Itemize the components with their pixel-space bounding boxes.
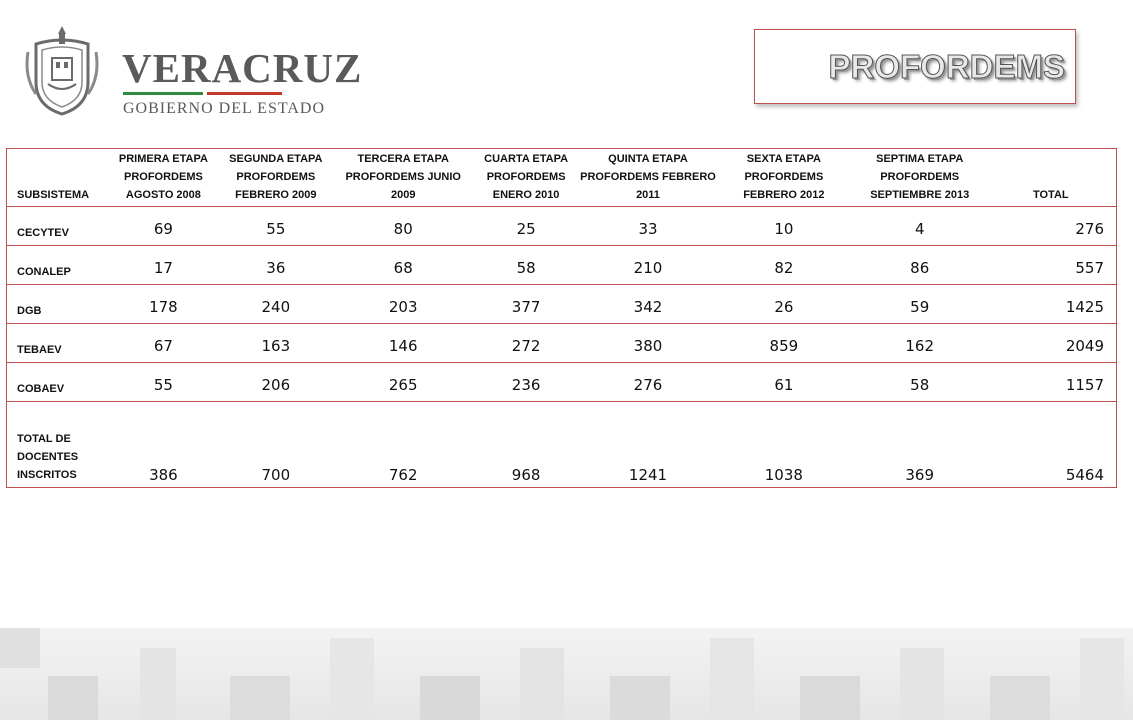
total-cell: 276 <box>990 207 1117 246</box>
title-box <box>754 29 1076 104</box>
table-cell: 342 <box>578 285 718 324</box>
background-tile <box>800 676 860 720</box>
profordems-table <box>6 148 1117 488</box>
table-row <box>7 324 1117 363</box>
table-cell: 240 <box>219 285 332 324</box>
table-cell: 236 <box>474 363 578 402</box>
table-cell: 369 <box>850 402 990 488</box>
table-cell: 55 <box>219 207 332 246</box>
total-cell: 1425 <box>990 285 1117 324</box>
table-cell: 203 <box>332 285 474 324</box>
grand-total-row <box>7 402 1117 488</box>
table-cell: 272 <box>474 324 578 363</box>
background-tile <box>1080 638 1124 720</box>
table-cell: 178 <box>107 285 219 324</box>
total-cell: 557 <box>990 246 1117 285</box>
table-cell: 700 <box>219 402 332 488</box>
table-cell: 4 <box>850 207 990 246</box>
background-tile <box>900 648 944 720</box>
total-cell: 2049 <box>990 324 1117 363</box>
table-cell: 146 <box>332 324 474 363</box>
background-tile <box>610 676 670 720</box>
table-cell: 58 <box>474 246 578 285</box>
background-tile <box>710 638 754 720</box>
logo-subtitle: GOBIERNO DEL ESTADO <box>123 100 325 117</box>
table-cell: 1038 <box>718 402 850 488</box>
table-cell: 859 <box>718 324 850 363</box>
header-cell: TERCERA ETAPA PROFORDEMS JUNIO 2009 <box>332 149 474 207</box>
table-cell: 17 <box>107 246 219 285</box>
row-label: COBAEV <box>7 363 108 402</box>
header-cell: PRIMERA ETAPA PROFORDEMS AGOSTO 2008 <box>107 149 219 207</box>
table-row <box>7 285 1117 324</box>
background-tile <box>330 638 374 720</box>
background-tile <box>990 676 1050 720</box>
background-pattern <box>0 628 1133 720</box>
header-row <box>7 149 1117 207</box>
table-cell: 10 <box>718 207 850 246</box>
table-cell: 380 <box>578 324 718 363</box>
table-row <box>7 207 1117 246</box>
table-cell: 386 <box>107 402 219 488</box>
header-cell: QUINTA ETAPA PROFORDEMS FEBRERO 2011 <box>578 149 718 207</box>
logo-stripe-green <box>123 92 203 95</box>
table-cell: 33 <box>578 207 718 246</box>
table-cell: 276 <box>578 363 718 402</box>
table-cell: 265 <box>332 363 474 402</box>
header-cell: TOTAL <box>990 149 1117 207</box>
table-cell: 67 <box>107 324 219 363</box>
logo-title: VERACRUZ <box>122 45 363 91</box>
total-cell: 1157 <box>990 363 1117 402</box>
row-label: TOTAL DE DOCENTES INSCRITOS <box>7 402 108 488</box>
table-cell: 55 <box>107 363 219 402</box>
row-label: CONALEP <box>7 246 108 285</box>
table-row <box>7 246 1117 285</box>
table-cell: 68 <box>332 246 474 285</box>
background-tile <box>48 676 98 720</box>
header-cell: SEPTIMA ETAPA PROFORDEMS SEPTIEMBRE 2013 <box>850 149 990 207</box>
table-cell: 25 <box>474 207 578 246</box>
background-tile <box>140 648 176 720</box>
background-tile <box>520 648 564 720</box>
table-cell: 762 <box>332 402 474 488</box>
table-cell: 80 <box>332 207 474 246</box>
table-cell: 206 <box>219 363 332 402</box>
background-tile <box>230 676 290 720</box>
header-cell: SEXTA ETAPA PROFORDEMS FEBRERO 2012 <box>718 149 850 207</box>
header-cell: SEGUNDA ETAPA PROFORDEMS FEBRERO 2009 <box>219 149 332 207</box>
row-label: CECYTEV <box>7 207 108 246</box>
page-title: PROFORDEMS <box>828 48 1065 85</box>
header-cell: CUARTA ETAPA PROFORDEMS ENERO 2010 <box>474 149 578 207</box>
table-cell: 210 <box>578 246 718 285</box>
table-cell: 377 <box>474 285 578 324</box>
row-label: DGB <box>7 285 108 324</box>
table-cell: 36 <box>219 246 332 285</box>
table-cell: 162 <box>850 324 990 363</box>
table-cell: 163 <box>219 324 332 363</box>
table-cell: 58 <box>850 363 990 402</box>
logo-stripe-red <box>207 92 282 95</box>
table-cell: 69 <box>107 207 219 246</box>
table-cell: 86 <box>850 246 990 285</box>
veracruz-logo <box>22 22 363 118</box>
table-cell: 26 <box>718 285 850 324</box>
table-row <box>7 363 1117 402</box>
coat-of-arms-icon <box>22 22 102 118</box>
table-cell: 1241 <box>578 402 718 488</box>
row-label: TEBAEV <box>7 324 108 363</box>
header-cell: SUBSISTEMA <box>7 149 108 207</box>
background-tile <box>0 628 40 668</box>
table-cell: 61 <box>718 363 850 402</box>
total-cell: 5464 <box>990 402 1117 488</box>
table-cell: 968 <box>474 402 578 488</box>
table-cell: 59 <box>850 285 990 324</box>
table-cell: 82 <box>718 246 850 285</box>
background-tile <box>420 676 480 720</box>
